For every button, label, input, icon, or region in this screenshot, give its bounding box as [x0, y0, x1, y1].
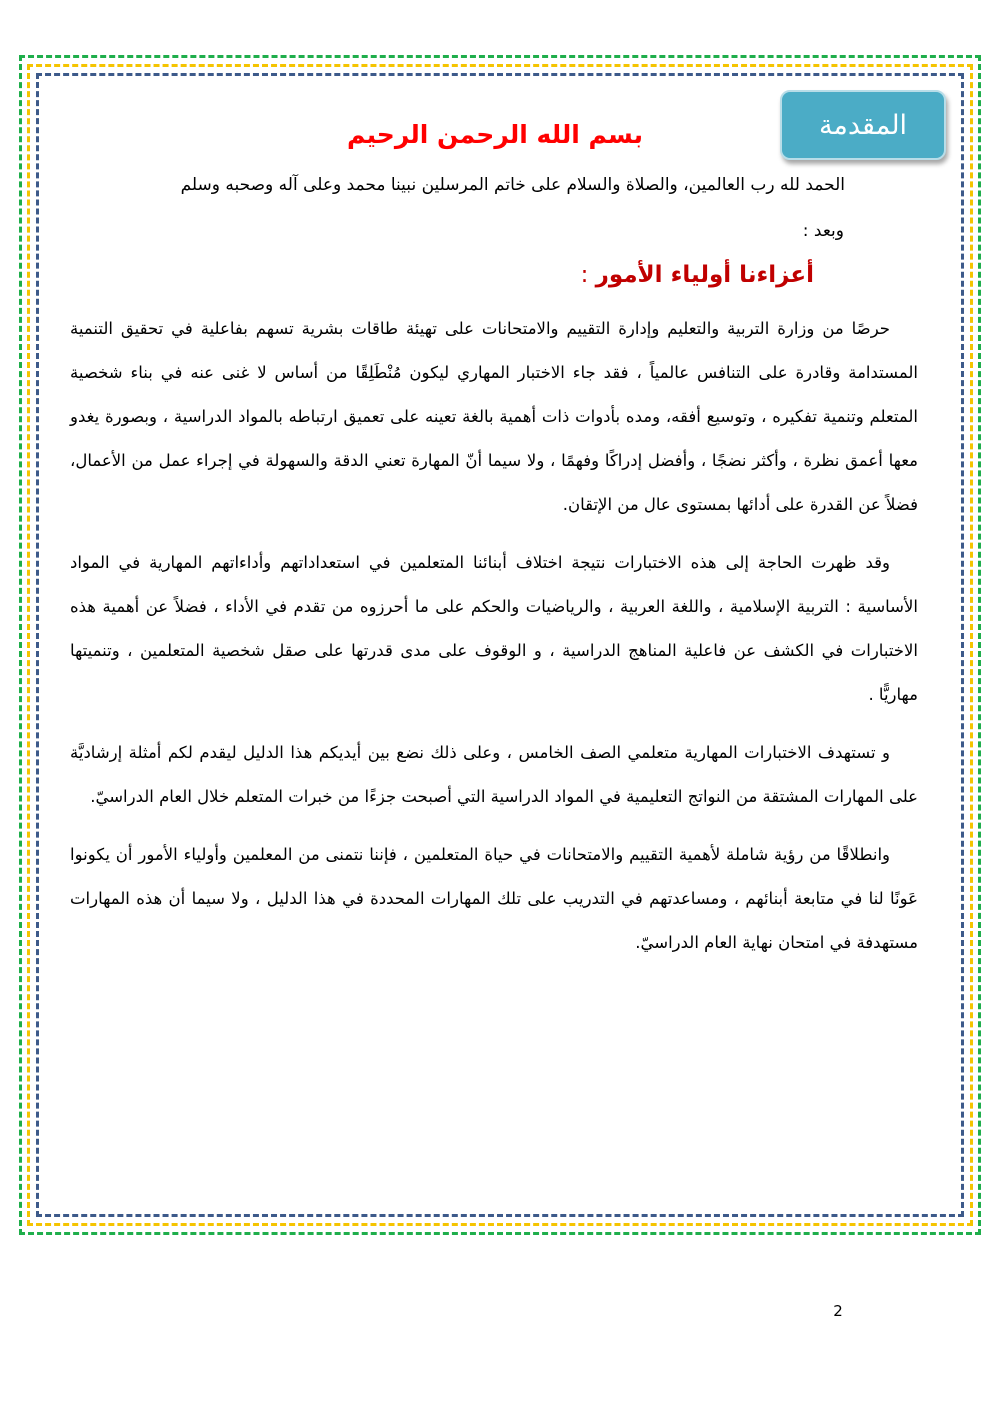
section-heading-box	[780, 90, 946, 160]
baad-line: وبعد :	[802, 221, 844, 241]
paragraph-3: و تستهدف الاختبارات المهارية متعلمي الصف الخامس ، وعلى ذلك نضع بين أيديكم هذا الدليل ليقدم لكم أمثلة إرشاديَّة على المهارات المشتقة من النواتج التعليمية في المواد الدراسية التي أصبحت جزءًا من خبرات المتعلم خلال العام الدراسيّ.	[70, 743, 918, 806]
paragraph-4: وانطلاقًا من رؤية شاملة لأهمية التقييم والامتحانات في حياة المتعلمين ، فإننا نتمنى من المعلمين وأولياء الأمور أن يكونوا عَونًا لنا في متابعة أبنائهم ، ومساعدتهم في التدريب على تلك المهارات المحددة في هذا الدليل ، ولا سيما أن هذه المهارات مستهدفة في امتحان نهاية العام الدراسيّ.	[70, 845, 918, 952]
basmala-title: بسم الله الرحمن الرحيم	[347, 120, 643, 149]
paragraph-2: وقد ظهرت الحاجة إلى هذه الاختبارات نتيجة اختلاف أبنائنا المتعلمين في استعداداتهم وأداءاتهم المهارية في المواد الأساسية : التربية الإسلامية ، واللغة العربية ، والرياضيات والحكم على ما أحرزوه من تقدم في الأداء ، فضلاً عن أهمية هذه الاختبارات في الكشف عن فاعلية المناهج الدراسية ، و الوقوف على مدى قدرتها على صقل شخصية المتعلمين ، وتنميتها مهاريًّا .	[70, 553, 918, 704]
introduction-body	[70, 307, 918, 979]
page-number: 2	[833, 1302, 843, 1320]
section-heading-label: المقدمة	[818, 109, 908, 141]
address-text: أعزاءنا أولياء الأمور	[595, 262, 814, 288]
praise-line: الحمد لله رب العالمين، والصلاة والسلام على خاتم المرسلين نبينا محمد وعلى آله وصحبه وسلم	[180, 175, 845, 195]
address-colon: :	[580, 262, 589, 288]
paragraph-1: حرصًا من وزارة التربية والتعليم وإدارة التقييم والامتحانات على تهيئة طاقات بشرية تسهم بفاعلية في تحقيق التنمية المستدامة وقادرة على التنافس عالمياً ، فقد جاء الاختبار المهاري ليكون مُنْطَلِقًا من أساس لا غنى عنه في بناء شخصية المتعلم وتنمية تفكيره ، وتوسيع أفقه، ومده بأدوات ذات أهمية بالغة تعينه على تعميق ارتباطه بالمواد الدراسية ، وبصورة يغدو معها أعمق نظرة ، وأكثر نضجًا ، وأفضل إدراكًا وفهمًا ، ولا سيما أنّ المهارة تعني الدقة والسهولة في إجراء عمل من الأعمال، فضلاً عن القدرة على أدائها بمستوى عال من الإتقان.	[70, 319, 918, 514]
address-heading	[414, 258, 814, 292]
